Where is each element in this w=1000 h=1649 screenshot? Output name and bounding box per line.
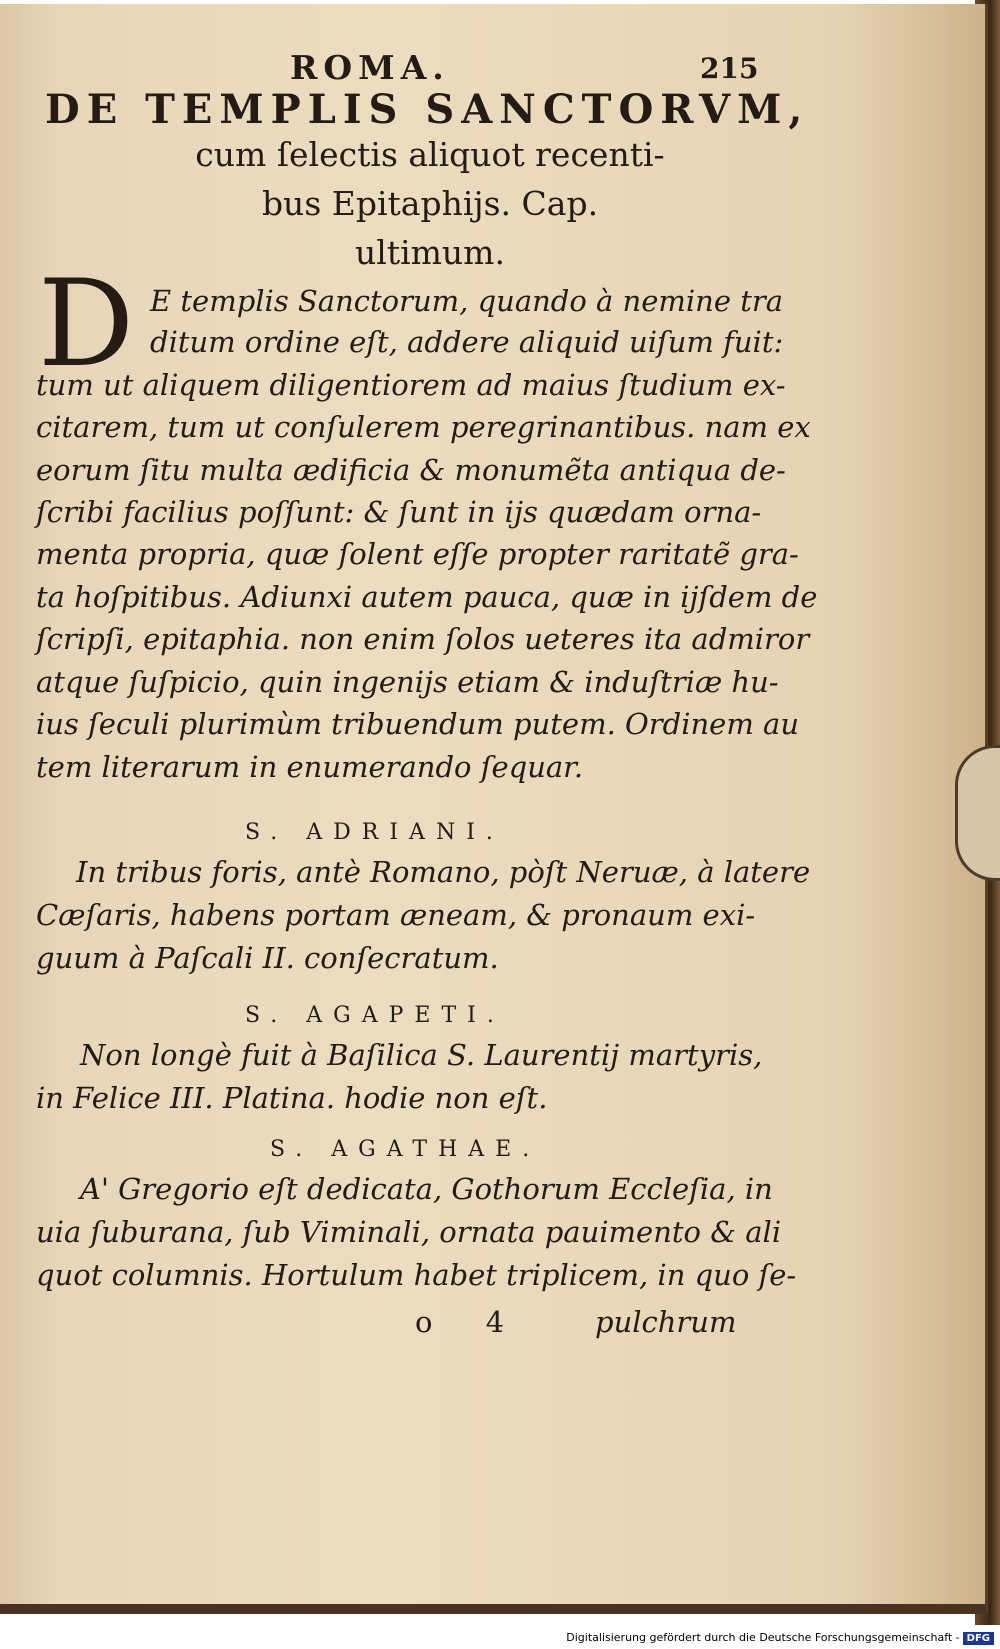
dfg-logo: DFG xyxy=(963,1632,994,1645)
catchword: pulchrum xyxy=(595,1305,737,1339)
body-line: quot columnis. Hortulum habet triplicem, in quo ſe- xyxy=(36,1258,797,1292)
section-heading: S. AGAPETI. xyxy=(245,1003,505,1028)
body-line: citarem, tum ut conſulerem peregrinantibus. nam ex xyxy=(36,410,811,444)
digitization-credit xyxy=(566,1631,994,1645)
body-line: A' Gregorio eſt dedicata, Gothorum Eccleſia, in xyxy=(80,1172,773,1206)
chapter-title: DE TEMPLIS SANCTORVM, xyxy=(45,86,810,133)
page-tab-marker xyxy=(955,745,1000,881)
body-line: Non longè fuit à Baſilica S. Laurentij martyris, xyxy=(80,1038,763,1072)
body-line: Cæſaris, habens portam æneam, & pronaum exi- xyxy=(36,898,756,932)
drop-cap: D xyxy=(38,255,135,394)
body-line: ſcripſi, epitaphia. non enim ſolos ueteres ita admiror xyxy=(36,622,810,656)
body-line: eorum ſitu multa ædificia & monumẽta antiqua de- xyxy=(36,453,786,487)
body-line: in Felice III. Platina. hodie non eſt. xyxy=(36,1081,548,1115)
body-line: guum à Paſcali II. conſecratum. xyxy=(36,941,499,975)
body-line: ſcribi facilius poſſunt: & ſunt in ijs quædam orna- xyxy=(36,495,762,529)
body-line: uia ſuburana, ſub Viminali, ornata pauimento & ali xyxy=(36,1215,782,1249)
page-number: 215 xyxy=(700,52,759,85)
credit-text: Digitalisierung gefördert durch die Deutsche Forschungsgemeinschaft - xyxy=(566,1631,960,1644)
body-line: ta hoſpitibus. Adiunxi autem pauca, quæ in ijſdem de xyxy=(36,580,818,614)
body-line: In tribus foris, antè Romano, pòſt Neruæ, à latere xyxy=(76,855,811,889)
subtitle-line: ultimum. xyxy=(355,233,505,272)
body-line: tem literarum in enumerando ſequar. xyxy=(36,750,584,784)
subtitle-line: bus Epitaphijs. Cap. xyxy=(261,184,599,223)
body-line: menta propria, quæ ſolent eſſe propter raritatẽ gra- xyxy=(36,537,799,571)
body-line: ditum ordine eſt, addere aliquid uiſum fuit: xyxy=(150,325,784,359)
section-heading: S. ADRIANI. xyxy=(245,820,504,845)
chapter-subtitle xyxy=(120,130,740,277)
section-heading: S. AGATHAE. xyxy=(270,1137,541,1162)
signature-mark: o 4 xyxy=(415,1305,527,1339)
body-line: ius ſeculi plurimùm tribuendum putem. Ordinem au xyxy=(36,707,800,741)
subtitle-line: cum ſelectis aliquot recenti- xyxy=(195,135,665,174)
body-line: atque ſuſpicio, quin ingenijs etiam & induſtriæ hu- xyxy=(36,665,779,699)
running-head: ROMA. xyxy=(290,48,450,87)
body-line: E templis Sanctorum, quando à nemine tra xyxy=(150,284,784,318)
body-line: tum ut aliquem diligentiorem ad maius ſtudium ex- xyxy=(36,368,786,402)
